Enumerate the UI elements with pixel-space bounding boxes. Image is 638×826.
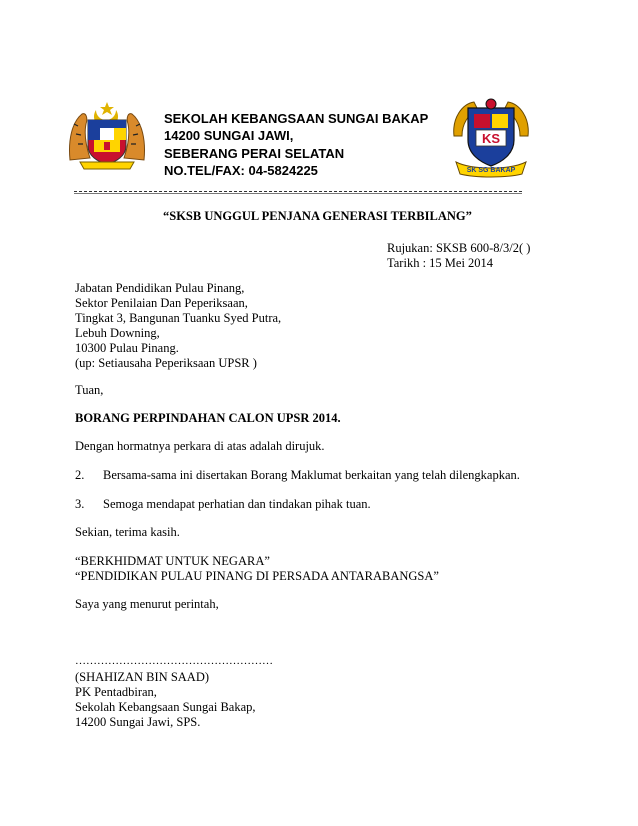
address-line-2: SEBERANG PERAI SELATAN [164,146,345,161]
slogan-line: “BERKHIDMAT UNTUK NEGARA” [75,554,270,568]
recipient-line: Tingkat 3, Bangunan Tuanku Syed Putra, [75,311,282,325]
header-divider-underline [74,193,522,194]
school-motto: “SKSB UNGGUL PENJANA GENERASI TERBILANG” [163,209,472,223]
reference-number: Rujukan: SKSB 600-8/3/2( ) [387,241,531,255]
body-intro: Dengan hormatnya perkara di atas adalah dirujuk. [75,439,325,453]
tel-fax: NO.TEL/FAX: 04-5824225 [164,163,318,178]
recipient-line: 10300 Pulau Pinang. [75,341,179,355]
signatory-name: (SHAHIZAN BIN SAAD) [75,670,210,684]
svg-text:KS: KS [481,131,501,146]
letter-subject: BORANG PERPINDAHAN CALON UPSR 2014. [75,411,341,425]
paragraph-3-text: Semoga mendapat perhatian dan tindakan pihak tuan. [103,497,371,511]
recipient-line: Jabatan Pendidikan Pulau Pinang, [75,281,245,295]
salutation: Tuan, [75,383,104,397]
crest-text: SK SG BAKAP [466,167,516,174]
signatory-position: PK Pentadbiran, [75,685,157,699]
closing-line: Sekian, terima kasih. [75,525,180,539]
school-crest-icon [448,96,534,178]
signatory-address: 14200 Sungai Jawi, SPS. [75,715,201,729]
recipient-line: Lebuh Downing, [75,326,160,340]
paragraph-3-number: 3. [75,497,85,511]
signature-line: ……………………………………………… [75,655,273,667]
reference-date: Tarikh : 15 Mei 2014 [387,256,494,270]
signatory-school: Sekolah Kebangsaan Sungai Bakap, [75,700,256,714]
slogan-line: “PENDIDIKAN PULAU PINANG DI PERSADA ANTARABANGSA” [75,569,439,583]
sign-off: Saya yang menurut perintah, [75,597,219,611]
malaysia-coat-of-arms-icon [66,100,148,170]
header-divider [74,191,522,192]
recipient-line: Sektor Penilaian Dan Peperiksaan, [75,296,248,310]
paragraph-2-text: Bersama-sama ini disertakan Borang Maklumat berkaitan yang telah dilengkapkan. [103,468,520,482]
recipient-line: (up: Setiausaha Peperiksaan UPSR ) [75,356,257,370]
address-line-1: 14200 SUNGAI JAWI, [164,128,294,143]
school-name: SEKOLAH KEBANGSAAN SUNGAI BAKAP [164,111,429,126]
paragraph-2-number: 2. [75,468,85,482]
